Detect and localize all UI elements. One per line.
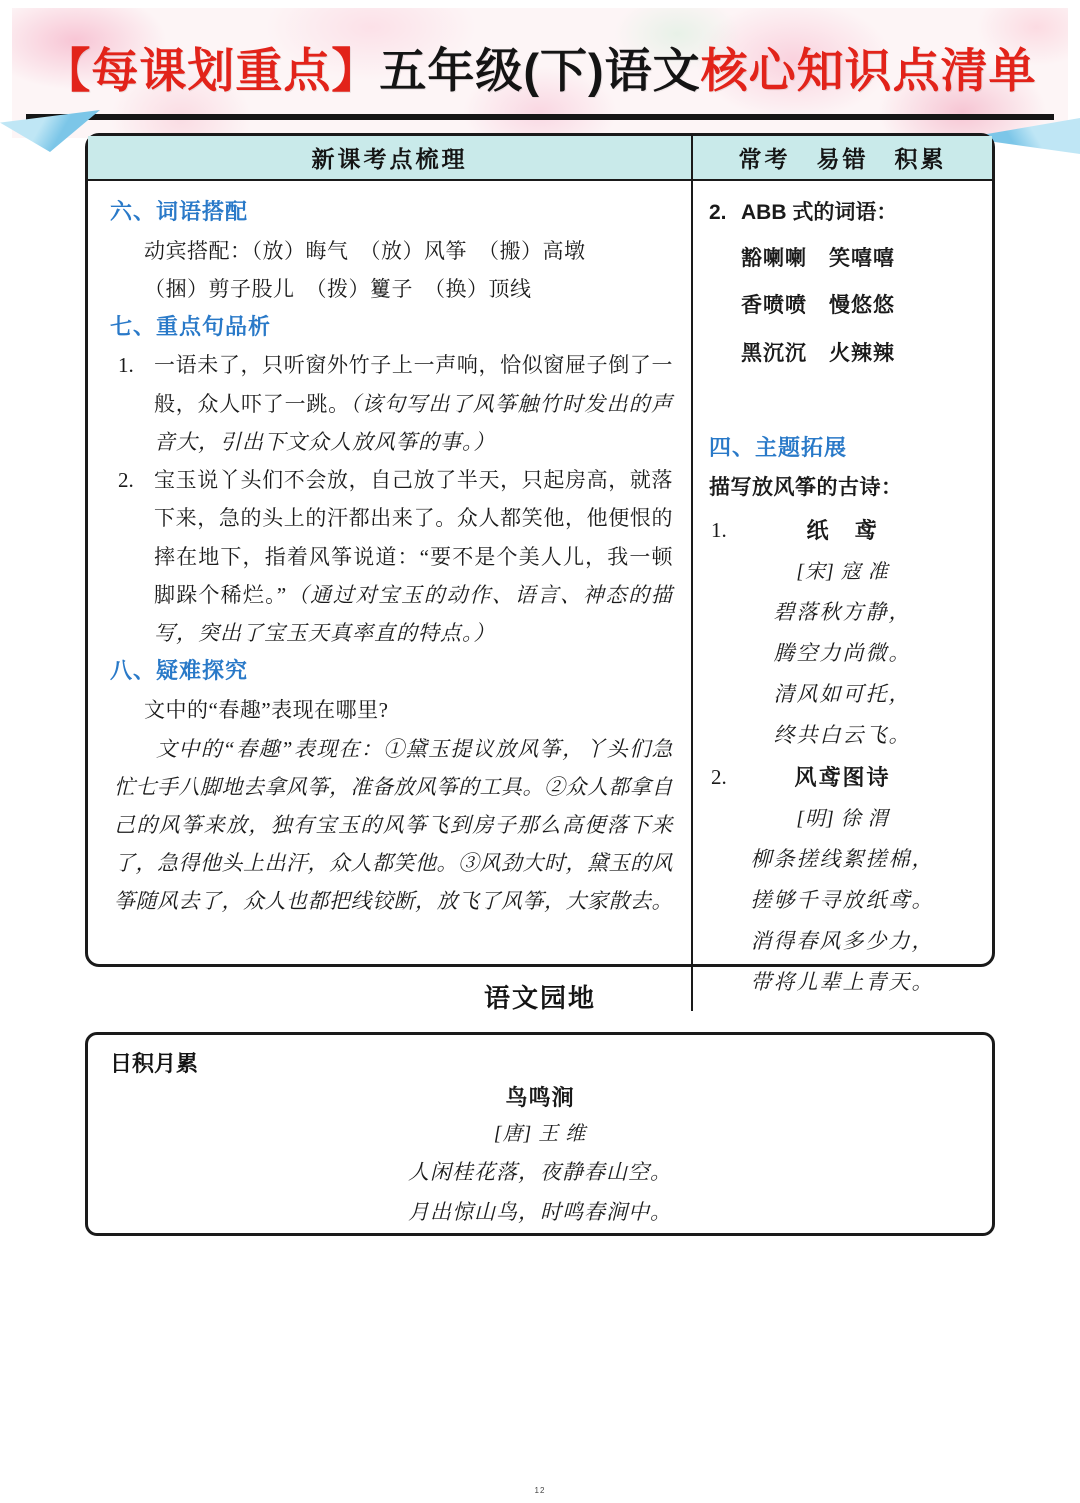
poem-line: 腾空力尚微。 bbox=[773, 641, 912, 666]
sentence-analysis: （通过对宝玉的动作、语言、神态的描写，突出了宝玉天真率直的特点。） bbox=[154, 582, 673, 645]
item-number: 2. bbox=[118, 468, 134, 493]
divider-double-line bbox=[26, 114, 1054, 120]
poem-author: [宋] 寇 准 bbox=[796, 561, 889, 584]
spacer bbox=[709, 377, 976, 429]
floral-banner bbox=[12, 8, 1068, 138]
abb-number: 2. bbox=[709, 201, 727, 224]
poem-line: 带将儿辈上青天。 bbox=[750, 969, 935, 994]
sentence-text: 宝玉说丫头们不会放，自己放了半天，只起房高，就落下来，急的头上的汗都出来了。众人都笑他，他便恨的摔在地下，指着风筝说道：“要不是个美人儿，我一顿脚跺个稀烂。” bbox=[154, 468, 673, 607]
daily-accumulation-box bbox=[85, 1032, 995, 1236]
abb-words-heading bbox=[709, 191, 976, 235]
abb-title: ABB 式的词语： bbox=[741, 201, 898, 224]
poem-title: 风鸢图诗 bbox=[794, 765, 891, 791]
bottom-poem-author: [唐] 王 维 bbox=[493, 1123, 587, 1146]
section-title-key-sentences: 七、重点句品析 bbox=[110, 313, 272, 339]
page-title bbox=[12, 34, 1068, 101]
poem-number: 2. bbox=[711, 765, 727, 790]
column-new-lesson-points bbox=[88, 181, 693, 1011]
item-number: 1. bbox=[118, 353, 134, 378]
poem-zhiyuan bbox=[709, 509, 976, 756]
poem-title: 纸 鸢 bbox=[806, 518, 879, 544]
table-header-left: 新课考点梳理 bbox=[88, 136, 693, 179]
key-sentence-item-2 bbox=[110, 461, 673, 652]
bottom-poem-title: 鸟鸣涧 bbox=[505, 1085, 575, 1110]
exploration-answer: 文中的“春趣”表现在：①黛玉提议放风筝，丫头们急忙七手八脚地去拿风筝，准备放风筝的工具。②众人都拿自己的风筝来放，独有宝玉的风筝飞到房子那么高便落下来了，急得他头上出汗，众人都笑他。③风劲大时，黛玉的风筝随风去了，众人也都把线铰断，放飞了风筝，大家散去。 bbox=[114, 736, 673, 914]
poem-line: 清风如可托， bbox=[773, 682, 912, 707]
daily-accumulation-label: 日积月累 bbox=[110, 1051, 199, 1076]
section-title-theme-extension: 四、主题拓展 bbox=[709, 434, 848, 460]
table-header-right: 常考 易错 积累 bbox=[738, 146, 947, 172]
poem-number: 1. bbox=[711, 518, 727, 543]
bottom-poem-line: 月出惊山鸟，时鸣春涧中。 bbox=[408, 1200, 672, 1225]
key-sentence-item-1 bbox=[110, 346, 673, 461]
item-text bbox=[154, 461, 673, 652]
poem-line: 碧落秋方静， bbox=[773, 600, 912, 625]
poem-line: 消得春风多少力， bbox=[750, 928, 935, 953]
poem-line: 柳条搓线絮搓棉， bbox=[750, 847, 935, 872]
page-title-red-right: 核心知识点清单 bbox=[700, 44, 1037, 97]
exploration-question: 文中的“春趣”表现在哪里? bbox=[144, 697, 389, 722]
table-body-row bbox=[88, 181, 992, 1011]
knowledge-table bbox=[85, 133, 995, 994]
poem-line: 终共白云飞。 bbox=[773, 723, 912, 748]
page-title-red-left: 【每课划重点】 bbox=[43, 44, 380, 97]
abb-word-row: 黑沉沉 火辣辣 bbox=[741, 340, 895, 365]
sentence-text: 一语未了，只听窗外竹子上一声响，恰似窗屉子倒了一般，众人吓了一跳。 bbox=[154, 353, 673, 416]
sentence-analysis: （该句写出了风筝触竹时发出的声音大，引出下文众人放风筝的事。） bbox=[154, 391, 674, 454]
page-title-black: 五年级(下)语文 bbox=[379, 44, 701, 97]
item-text bbox=[154, 346, 673, 461]
poem-line: 搓够千寻放纸鸢。 bbox=[750, 888, 935, 913]
poem-author: [明] 徐 渭 bbox=[796, 808, 889, 831]
section-title-word-pairing: 六、词语搭配 bbox=[110, 199, 249, 224]
section-title-difficult-questions: 八、疑难探究 bbox=[110, 658, 249, 684]
poem-fengyuantushi bbox=[709, 756, 976, 1003]
column-frequent-points bbox=[693, 181, 992, 1011]
garden-section-title: 语文园地 bbox=[483, 983, 596, 1013]
bottom-poem-line: 人闲桂花落，夜静春山空。 bbox=[408, 1160, 672, 1185]
page-number-mark: 12 bbox=[534, 1486, 546, 1495]
word-pairing-line-2: （捆）剪子股儿 （拨）籰子 （换）顶线 bbox=[144, 276, 532, 301]
abb-word-row: 香喷喷 慢悠悠 bbox=[741, 293, 895, 318]
abb-word-row: 豁喇喇 笑嘻嘻 bbox=[741, 246, 895, 271]
table-header-row bbox=[88, 136, 992, 181]
word-pairing-line-1: 动宾搭配：（放）晦气 （放）风筝 （搬）高墩 bbox=[144, 238, 586, 263]
kite-poems-subtitle: 描写放风筝的古诗： bbox=[709, 476, 903, 500]
